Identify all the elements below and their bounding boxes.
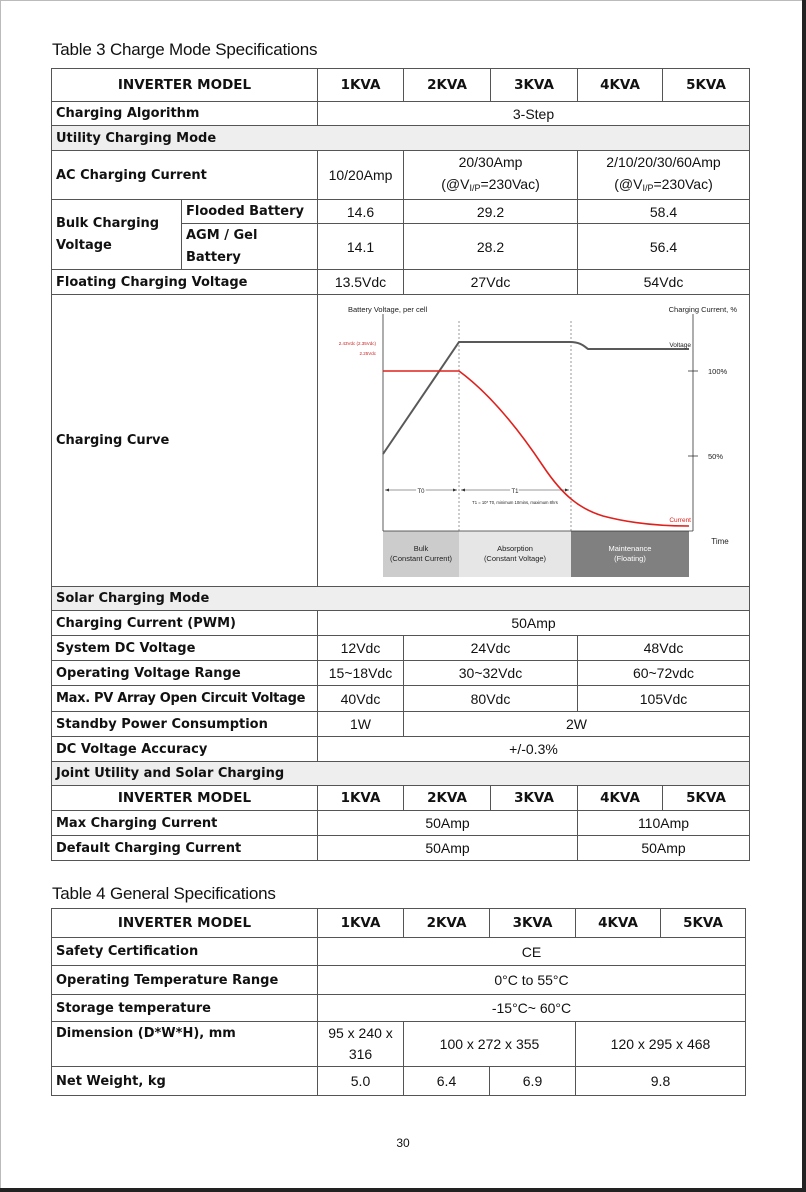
t1-arrow-right bbox=[565, 488, 569, 491]
net-weight-4-5kva: 9.8 bbox=[576, 1067, 746, 1096]
joint-header-3kva: 3KVA bbox=[491, 786, 578, 811]
stage-absorption-subtitle: (Constant Voltage) bbox=[483, 553, 547, 563]
row-charging-curve bbox=[52, 295, 750, 587]
row-solar-section bbox=[52, 587, 750, 611]
charging-algorithm-value: 3-Step bbox=[318, 102, 750, 126]
operating-temperature-value: 0°C to 55°C bbox=[318, 966, 746, 995]
flooded-1kva: 14.6 bbox=[318, 200, 404, 224]
joint-header-row bbox=[52, 786, 750, 811]
row-max-pv-voltage bbox=[52, 686, 750, 712]
net-weight-label: Net Weight, kg bbox=[52, 1067, 318, 1096]
header-inverter-model: INVERTER MODEL bbox=[52, 69, 318, 102]
ac-charging-current-2-3kva bbox=[404, 151, 578, 200]
row-standby-power bbox=[52, 712, 750, 737]
operating-temperature-label: Operating Temperature Range bbox=[52, 966, 318, 995]
current-curve-label: Current bbox=[669, 516, 691, 524]
row-floating-voltage bbox=[52, 270, 750, 295]
stage-bulk-title: Bulk bbox=[413, 543, 429, 553]
default-charging-current-1-3kva: 50Amp bbox=[318, 836, 578, 861]
t4-header-5kva: 5KVA bbox=[661, 909, 746, 938]
charging-algorithm-label: Charging Algorithm bbox=[52, 102, 318, 126]
row-operating-voltage-range bbox=[52, 661, 750, 686]
ac-charging-current-1kva: 10/20Amp bbox=[318, 151, 404, 200]
t0-arrow-right bbox=[453, 488, 457, 491]
page-border-right bbox=[802, 0, 806, 1192]
max-charging-current-1-3kva: 50Amp bbox=[318, 811, 578, 836]
right-axis-title: Charging Current, % bbox=[668, 304, 737, 314]
charging-current-pwm-value: 50Amp bbox=[318, 611, 750, 636]
storage-temperature-label: Storage temperature bbox=[52, 995, 318, 1022]
page-border-left bbox=[0, 0, 1, 1192]
agm-gel-battery-label: AGM / Gel Battery bbox=[182, 224, 318, 270]
ac-current-2-3kva-condition: $(@V_{I/P}=230Vac)$ bbox=[441, 176, 540, 193]
row-storage-temperature bbox=[52, 995, 746, 1022]
page-border-top bbox=[0, 0, 806, 1]
max-pv-voltage-4-5kva: 105Vdc bbox=[578, 686, 750, 712]
default-charging-current-label: Default Charging Current bbox=[52, 836, 318, 861]
row-utility-section bbox=[52, 126, 750, 151]
joint-charging-header: Joint Utility and Solar Charging bbox=[52, 762, 750, 786]
utility-charging-mode-header: Utility Charging Mode bbox=[52, 126, 750, 151]
row-charging-current-pwm bbox=[52, 611, 750, 636]
dimension-1kva: 95 x 240 x 316 bbox=[318, 1022, 404, 1067]
dc-voltage-accuracy-label: DC Voltage Accuracy bbox=[52, 737, 318, 762]
joint-header-2kva: 2KVA bbox=[404, 786, 491, 811]
agm-4-5kva: 56.4 bbox=[578, 224, 750, 270]
safety-certification-label: Safety Certification bbox=[52, 938, 318, 966]
row-net-weight bbox=[52, 1067, 746, 1096]
stage-absorption-title: Absorption bbox=[497, 543, 533, 553]
system-dc-voltage-2-3kva: 24Vdc bbox=[404, 636, 578, 661]
solar-charging-mode-header: Solar Charging Mode bbox=[52, 587, 750, 611]
joint-header-inverter-model: INVERTER MODEL bbox=[52, 786, 318, 811]
safety-certification-value: CE bbox=[318, 938, 746, 966]
system-dc-voltage-4-5kva: 48Vdc bbox=[578, 636, 750, 661]
voltage-level-label-1: 2.43Vdc (2.35Vdc) bbox=[338, 340, 376, 346]
table3-header-row bbox=[52, 69, 750, 102]
flooded-battery-label: Flooded Battery bbox=[182, 200, 318, 224]
floating-2-3kva: 27Vdc bbox=[404, 270, 578, 295]
dimension-label: Dimension (D*W*H), mm bbox=[52, 1022, 318, 1067]
max-pv-voltage-label: Max. PV Array Open Circuit Voltage bbox=[52, 686, 318, 712]
charging-current-pwm-label: Charging Current (PWM) bbox=[52, 611, 318, 636]
stage-maintenance-subtitle: (Floating) bbox=[614, 553, 646, 563]
floating-4-5kva: 54Vdc bbox=[578, 270, 750, 295]
table4-caption: Table 4 General Specifications bbox=[52, 884, 276, 903]
table3-caption: Table 3 Charge Mode Specifications bbox=[52, 40, 318, 59]
t4-header-1kva: 1KVA bbox=[318, 909, 404, 938]
charging-curve-cell bbox=[318, 295, 750, 587]
header-model-1kva: 1KVA bbox=[318, 69, 404, 102]
default-charging-current-4-5kva: 50Amp bbox=[578, 836, 750, 861]
ac-current-4-5kva-condition: $(@V_{I/P}=230Vac)$ bbox=[614, 176, 713, 193]
ac-current-4-5kva-amps: 2/10/20/30/60Amp bbox=[606, 154, 721, 170]
net-weight-2kva: 6.4 bbox=[404, 1067, 490, 1096]
row-joint-section bbox=[52, 762, 750, 786]
row-safety-certification bbox=[52, 938, 746, 966]
row-ac-charging-current bbox=[52, 151, 750, 200]
floating-charging-voltage-label: Floating Charging Voltage bbox=[52, 270, 318, 295]
label-50pct: 50% bbox=[708, 451, 724, 461]
t1-arrow-left bbox=[461, 488, 465, 491]
joint-header-5kva: 5KVA bbox=[663, 786, 750, 811]
bulk-charging-voltage-label: Bulk Charging Voltage bbox=[52, 200, 182, 270]
flooded-2-3kva: 29.2 bbox=[404, 200, 578, 224]
ac-charging-current-label: AC Charging Current bbox=[52, 151, 318, 200]
t4-header-3kva: 3KVA bbox=[490, 909, 576, 938]
system-dc-voltage-label: System DC Voltage bbox=[52, 636, 318, 661]
stage-bulk-subtitle: (Constant Current) bbox=[389, 553, 453, 563]
t1-note: T1 = 10* T0, minimum 10mins, maximum 8hrs bbox=[472, 499, 558, 505]
floating-1kva: 13.5Vdc bbox=[318, 270, 404, 295]
row-dimension bbox=[52, 1022, 746, 1067]
net-weight-1kva: 5.0 bbox=[318, 1067, 404, 1096]
charging-curve-label: Charging Curve bbox=[52, 295, 318, 587]
net-weight-3kva: 6.9 bbox=[490, 1067, 576, 1096]
dc-voltage-accuracy-value: +/-0.3% bbox=[318, 737, 750, 762]
t4-header-inverter-model: INVERTER MODEL bbox=[52, 909, 318, 938]
agm-1kva: 14.1 bbox=[318, 224, 404, 270]
row-dc-voltage-accuracy bbox=[52, 737, 750, 762]
t0-arrow-left bbox=[385, 488, 389, 491]
t0-label: T0 bbox=[417, 488, 425, 495]
joint-header-1kva: 1KVA bbox=[318, 786, 404, 811]
stage-maintenance-title: Maintenance bbox=[608, 543, 652, 553]
max-pv-voltage-2-3kva: 80Vdc bbox=[404, 686, 578, 712]
joint-header-4kva: 4KVA bbox=[578, 786, 663, 811]
row-bulk-flooded bbox=[52, 200, 750, 224]
charging-curve-diagram bbox=[318, 296, 748, 586]
row-charging-algorithm bbox=[52, 102, 750, 126]
time-axis-label: Time bbox=[711, 536, 729, 546]
left-axis-title: Battery Voltage, per cell bbox=[348, 304, 428, 314]
general-specifications-table bbox=[51, 908, 746, 1096]
standby-power-2-5kva: 2W bbox=[404, 712, 750, 737]
page-border-bottom bbox=[0, 1188, 806, 1192]
flooded-4-5kva: 58.4 bbox=[578, 200, 750, 224]
system-dc-voltage-1kva: 12Vdc bbox=[318, 636, 404, 661]
operating-voltage-1kva: 15~18Vdc bbox=[318, 661, 404, 686]
max-charging-current-4-5kva: 110Amp bbox=[578, 811, 750, 836]
storage-temperature-value: -15°C~ 60°C bbox=[318, 995, 746, 1022]
t4-header-2kva: 2KVA bbox=[404, 909, 490, 938]
charge-mode-table bbox=[51, 68, 750, 861]
voltage-curve-label: Voltage bbox=[669, 341, 691, 349]
header-model-5kva: 5KVA bbox=[663, 69, 750, 102]
max-pv-voltage-1kva: 40Vdc bbox=[318, 686, 404, 712]
agm-2-3kva: 28.2 bbox=[404, 224, 578, 270]
table4-header-row bbox=[52, 909, 746, 938]
header-model-2kva: 2KVA bbox=[404, 69, 491, 102]
ac-charging-current-4-5kva bbox=[578, 151, 750, 200]
dimension-4-5kva: 120 x 295 x 468 bbox=[576, 1022, 746, 1067]
row-system-dc-voltage bbox=[52, 636, 750, 661]
page-number: 30 bbox=[396, 1136, 410, 1150]
t1-label: T1 bbox=[511, 488, 519, 495]
row-max-charging-current bbox=[52, 811, 750, 836]
label-100pct: 100% bbox=[708, 366, 728, 376]
operating-voltage-2-3kva: 30~32Vdc bbox=[404, 661, 578, 686]
ac-current-2-3kva-amps: 20/30Amp bbox=[458, 154, 523, 170]
operating-voltage-range-label: Operating Voltage Range bbox=[52, 661, 318, 686]
t4-header-4kva: 4KVA bbox=[576, 909, 661, 938]
header-model-4kva: 4KVA bbox=[578, 69, 663, 102]
standby-power-label: Standby Power Consumption bbox=[52, 712, 318, 737]
operating-voltage-4-5kva: 60~72vdc bbox=[578, 661, 750, 686]
row-operating-temperature bbox=[52, 966, 746, 995]
row-default-charging-current bbox=[52, 836, 750, 861]
voltage-curve bbox=[383, 342, 689, 454]
standby-power-1kva: 1W bbox=[318, 712, 404, 737]
max-charging-current-label: Max Charging Current bbox=[52, 811, 318, 836]
header-model-3kva: 3KVA bbox=[491, 69, 578, 102]
dimension-2-3kva: 100 x 272 x 355 bbox=[404, 1022, 576, 1067]
voltage-level-label-2: 2.25Vdc bbox=[359, 350, 376, 356]
